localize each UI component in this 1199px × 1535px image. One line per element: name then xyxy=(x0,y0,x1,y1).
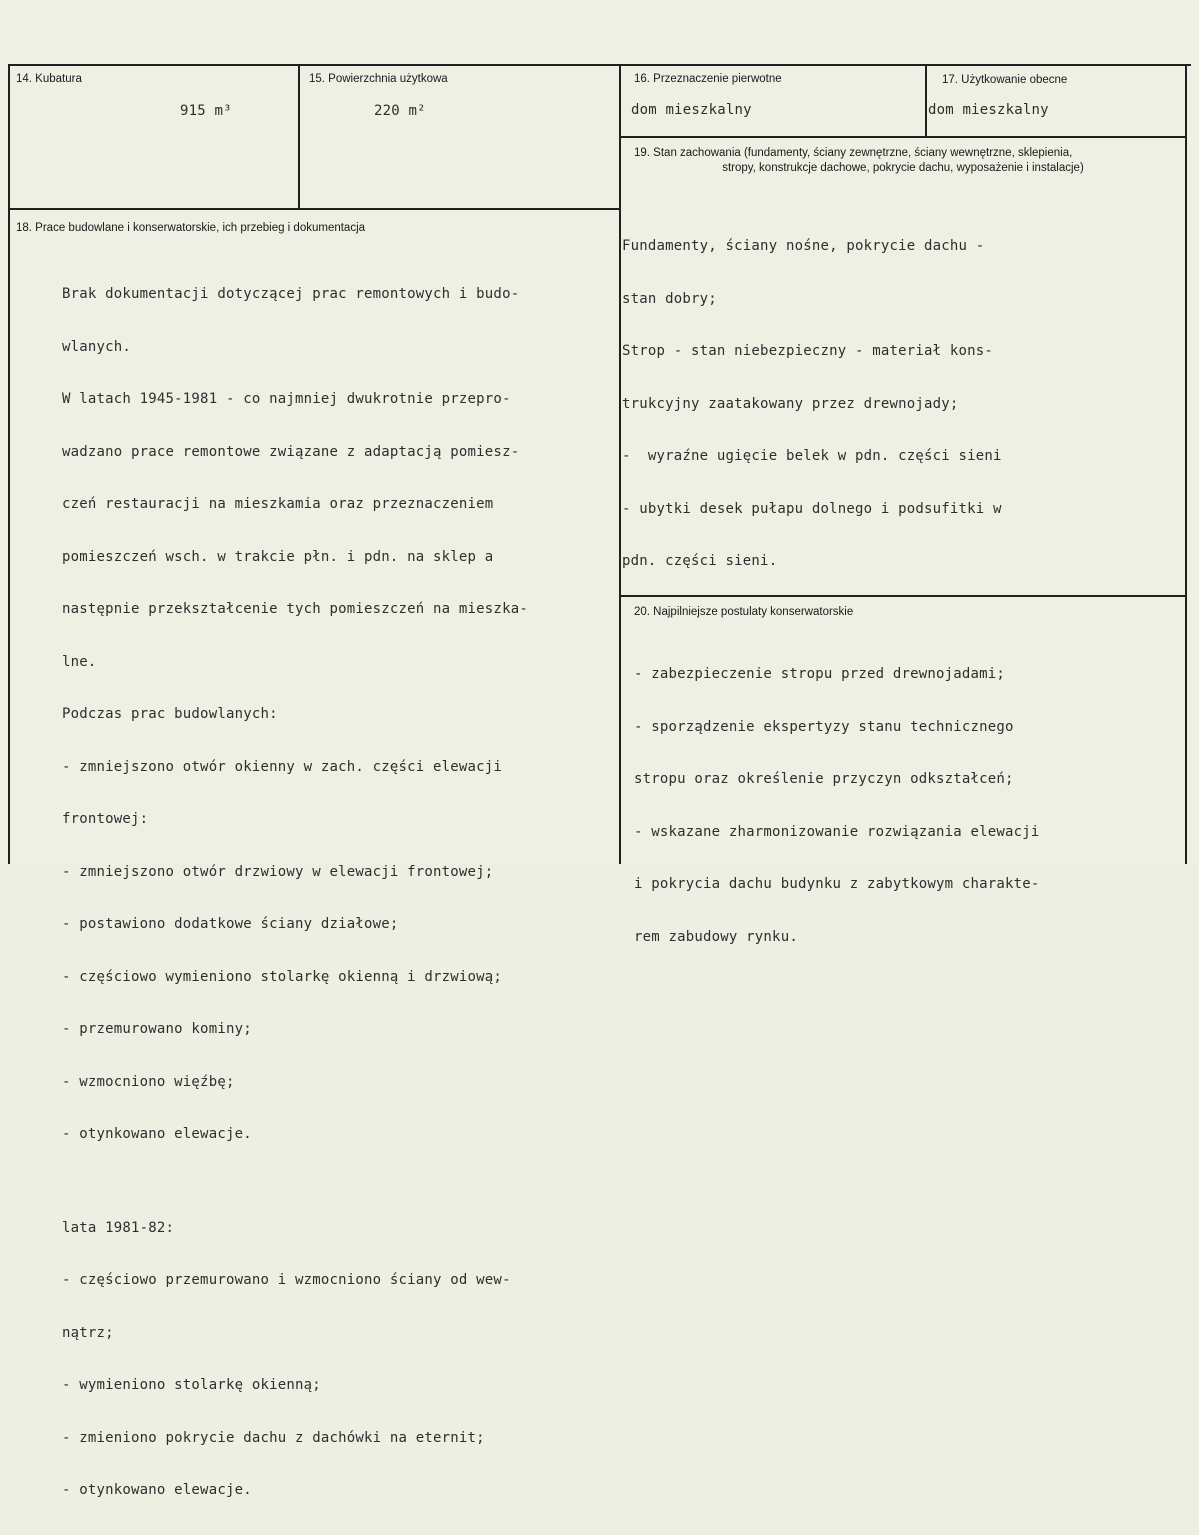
postulaty-text xyxy=(634,631,1040,981)
prace-text xyxy=(62,251,528,1535)
text-line: następnie przekształcenie tych pomieszczeń na mieszka- xyxy=(62,601,528,617)
text-line: - zabezpieczenie stropu przed drewnojadami; xyxy=(634,666,1006,682)
postulaty-label: 20. Najpilniejsze postulaty konserwatorskie xyxy=(634,606,854,618)
uzytkowanie-value: dom mieszkalny xyxy=(928,102,1049,118)
rule-under-14-15 xyxy=(8,208,621,210)
text-line: pdn. części sieni. xyxy=(622,553,778,569)
text-line: frontowej: xyxy=(62,811,149,827)
divider-16-17 xyxy=(925,64,927,138)
text-line: stan dobry; xyxy=(622,290,717,307)
divider-center xyxy=(619,64,621,864)
text-line: Strop - stan niebezpieczny - materiał kons- xyxy=(622,343,994,359)
text-line: trukcyjny zaatakowany przez drewnojady; xyxy=(622,395,959,412)
text-line: - otynkowano elewacje. xyxy=(62,1482,252,1498)
powierzchnia-value: 220 m² xyxy=(374,103,426,119)
text-line: stropu oraz określenie przyczyn odkształceń; xyxy=(634,771,1014,787)
left-border xyxy=(8,64,10,864)
stan-label-line1: 19. Stan zachowania (fundamenty, ściany zewnętrzne, ściany wewnętrzne, sklepienia, xyxy=(634,147,1073,159)
stan-label-line2: stropy, konstrukcje dachowe, pokrycie dachu, wyposażenie i instalacje) xyxy=(722,162,1084,174)
divider-14-15 xyxy=(298,64,300,210)
text-line: Brak dokumentacji dotyczącej prac remontowych i budo- xyxy=(62,286,520,302)
right-border xyxy=(1185,64,1187,864)
text-line: i pokrycia dachu budynku z zabytkowym charakte- xyxy=(634,876,1040,892)
text-line: - wyraźne ugięcie belek w pdn. części sieni xyxy=(622,448,1002,464)
text-line: - sporządzenie ekspertyzy stanu technicznego xyxy=(634,718,1014,735)
text-line: pomieszczeń wsch. w trakcie płn. i pdn. na sklep a xyxy=(62,548,494,565)
text-line: Podczas prac budowlanych: xyxy=(62,706,278,722)
text-line: - częściowo przemurowano i wzmocniono ściany od wew- xyxy=(62,1272,511,1288)
text-line: - ubytki desek pułapu dolnego i podsufitki w xyxy=(622,500,1002,517)
text-line: - wskazane zharmonizowanie rozwiązania elewacji xyxy=(634,823,1040,840)
text-line: - zmniejszono otwór okienny w zach. części elewacji xyxy=(62,758,503,775)
przeznaczenie-value: dom mieszkalny xyxy=(631,102,752,118)
text-line: - przemurowano kominy; xyxy=(62,1021,252,1037)
text-line: - zmieniono pokrycie dachu z dachówki na eternit; xyxy=(62,1429,485,1446)
kubatura-value: 915 m³ xyxy=(180,103,232,119)
text-line: - wzmocniono więźbę; xyxy=(62,1073,235,1090)
uzytkowanie-label: 17. Użytkowanie obecne xyxy=(942,74,1068,86)
text-line: - zmniejszono otwór drzwiowy w elewacji frontowej; xyxy=(62,863,494,880)
text-line: - wymieniono stolarkę okienną; xyxy=(62,1377,321,1393)
text-line: lata 1981-82: xyxy=(62,1219,175,1236)
text-line: nątrz; xyxy=(62,1324,114,1341)
text-line: lne. xyxy=(62,653,97,670)
text-line: czeń restauracji na mieszkamia oraz przeznaczeniem xyxy=(62,496,494,512)
kubatura-label: 14. Kubatura xyxy=(16,73,82,85)
text-line: - częściowo wymieniono stolarkę okienną i drzwiową; xyxy=(62,968,503,985)
rule-under-16-17 xyxy=(619,136,1187,138)
text-line: - otynkowano elewacje. xyxy=(62,1126,252,1142)
stan-text xyxy=(622,203,1002,606)
text-line: wadzano prace remontowe związane z adaptacją pomiesz- xyxy=(62,443,520,460)
text-line: - postawiono dodatkowe ściany działowe; xyxy=(62,916,399,932)
text-line: wlanych. xyxy=(62,338,132,355)
powierzchnia-label: 15. Powierzchnia użytkowa xyxy=(309,73,448,85)
text-line: rem zabudowy rynku. xyxy=(634,928,798,945)
prace-label: 18. Prace budowlane i konserwatorskie, ich przebieg i dokumentacja xyxy=(16,222,366,234)
text-line: Fundamenty, ściany nośne, pokrycie dachu - xyxy=(622,238,985,254)
przeznaczenie-label: 16. Przeznaczenie pierwotne xyxy=(634,73,782,85)
top-rule xyxy=(8,64,1191,66)
text-line: W latach 1945-1981 - co najmniej dwukrotnie przepro- xyxy=(62,391,511,407)
